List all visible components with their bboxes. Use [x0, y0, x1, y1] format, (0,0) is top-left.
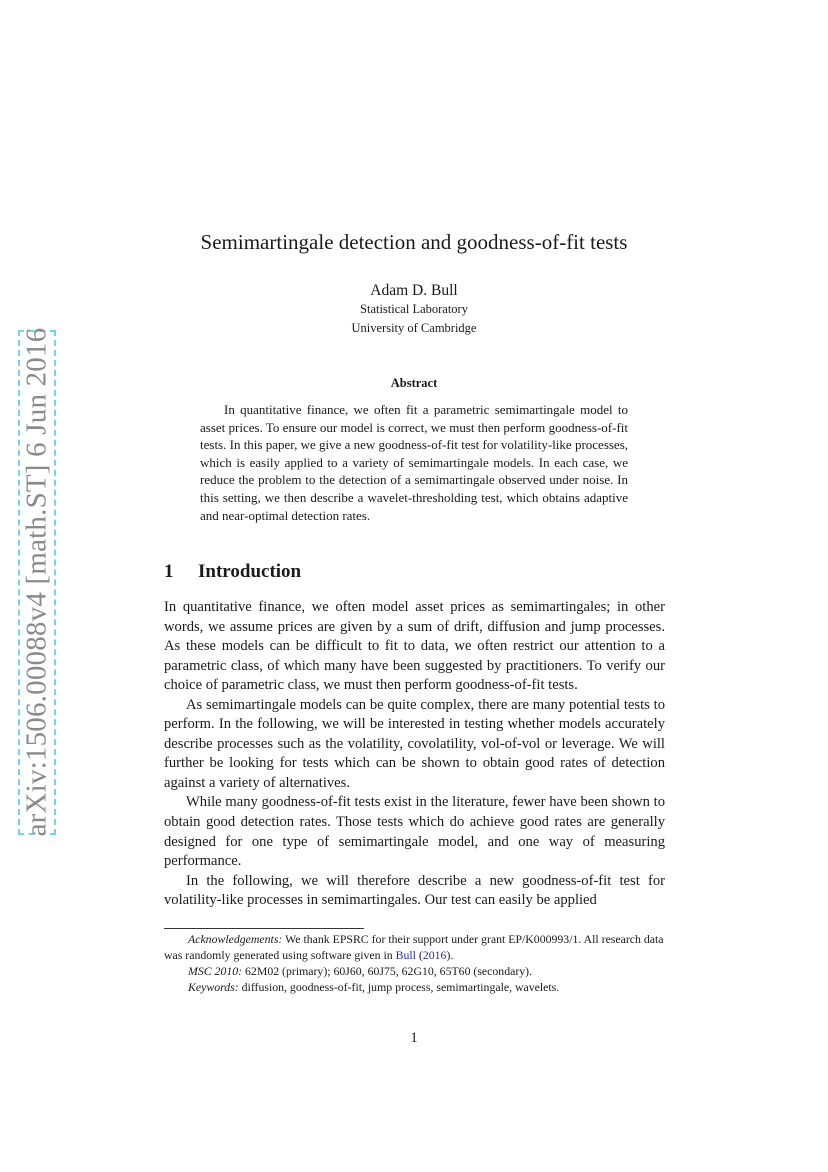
citation-open: (: [415, 948, 423, 962]
acknowledgements-text: We thank EPSRC for their support under grant EP/K000993/1. All research data was randomly generated using software given in: [164, 932, 664, 962]
footnotes: [164, 931, 665, 995]
paragraph: In the following, we will therefore describe a new goodness-of-fit test for volatility-like processes in semimartingales. Our test can easily be applied: [164, 872, 665, 909]
section-number: 1: [164, 561, 174, 582]
footnote-rule: [164, 928, 364, 929]
msc-label: MSC 2010:: [188, 964, 243, 978]
section-title: Introduction: [198, 561, 302, 582]
affiliation-line-2: University of Cambridge: [351, 321, 477, 335]
keywords-label: Keywords:: [188, 980, 239, 994]
author-name: Adam D. Bull: [370, 282, 458, 299]
affiliation-line-1: Statistical Laboratory: [360, 302, 468, 316]
body-text: [164, 598, 665, 911]
acknowledgements-label: Acknowledgements:: [188, 932, 283, 946]
msc-footnote: [164, 963, 665, 979]
paper-title: Semimartingale detection and goodness-of-fit tests: [200, 230, 628, 254]
keywords-footnote: [164, 979, 665, 995]
acknowledgements-footnote: [164, 931, 665, 963]
section-heading: [164, 561, 301, 583]
page-number: 1: [410, 1030, 418, 1046]
paragraph: In quantitative finance, we often model asset prices as semimartingales; in other words, we assume prices are given by a sum of drift, diffusion and jump processes. As these models can be difficult to fit to data, we often restrict our attention to a parametric class, of which many have been suggested by practitioners. To verify our choice of parametric class, we must then perform goodness-of-fit tests.: [164, 599, 665, 694]
citation-link-year[interactable]: 2016: [422, 948, 447, 962]
paragraph: While many goodness-of-fit tests exist in the literature, fewer have been shown to obtain good detection rates. Those tests which do achieve good rates are generally designed for one type of semimartingale model, and one way of measuring performance.: [164, 794, 665, 870]
abstract-heading: Abstract: [390, 376, 438, 390]
citation-close: ).: [446, 948, 454, 962]
citation-link-author[interactable]: Bull: [395, 948, 416, 962]
abstract-text: In quantitative finance, we often fit a parametric semimartingale model to asset prices. To ensure our model is correct, we must then perform goodness-of-fit tests. In this paper, we give a new goodness-of-fit test for volatility-like processes, which is easily applied to a variety of semimartingale models. In each case, we reduce the problem to the detection of a semimartingale observed under noise. In this setting, we then describe a wavelet-thresholding test, which obtains adaptive and near-optimal detection rates.: [200, 402, 629, 523]
msc-text: 62M02 (primary); 60J60, 60J75, 62G10, 65T60 (secondary).: [242, 964, 533, 978]
arxiv-identifier[interactable]: arXiv:1506.00088v4 [math.ST] 6 Jun 2016: [20, 327, 53, 837]
keywords-text: diffusion, goodness-of-fit, jump process, semimartingale, wavelets.: [238, 980, 560, 994]
paragraph: As semimartingale models can be quite complex, there are many potential tests to perform. In the following, we will be interested in testing whether models accurately describe processes such as the volatility, covolatility, vol-of-vol or leverage. We will further be looking for tests which can be shown to obtain good rates of detection against a variety of alternatives.: [164, 696, 665, 791]
